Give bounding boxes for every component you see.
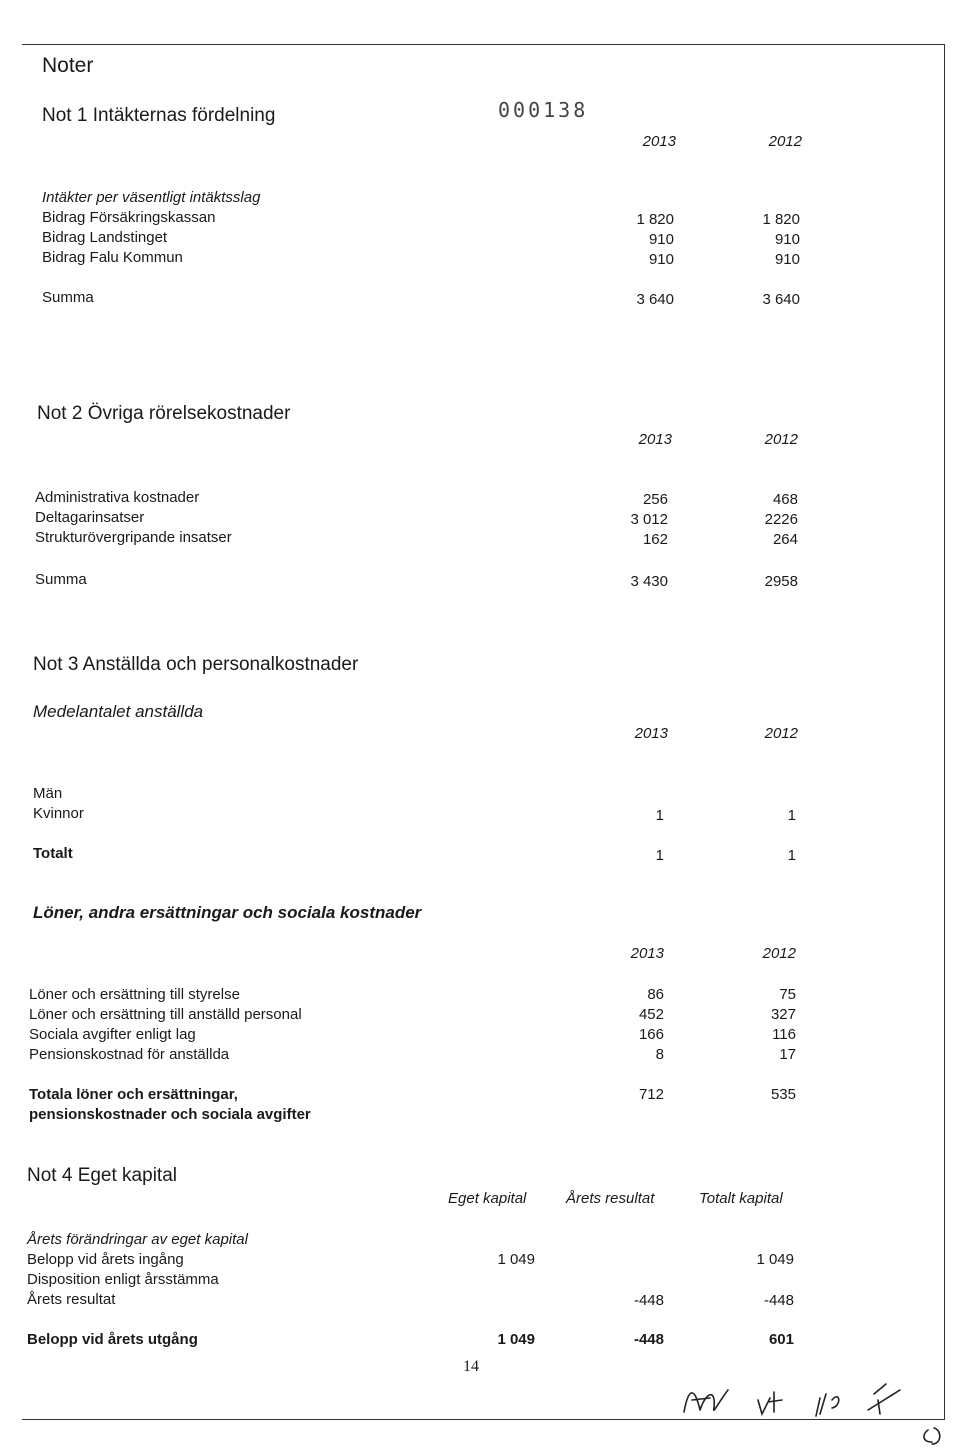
note4-col-total: Totalt kapital [699, 1190, 783, 1207]
note1-subheading: Intäkter per väsentligt intäktsslag [42, 189, 261, 206]
note2-row-label: Strukturövergripande insatser [35, 529, 232, 546]
note1-sum-2012: 3 640 [762, 291, 800, 308]
note1-row-label: Bidrag Försäkringskassan [42, 209, 216, 226]
note3-emp-total-2013: 1 [655, 847, 664, 864]
note2-sum-2012: 2958 [764, 573, 798, 590]
note2-sum-2013: 3 430 [630, 573, 668, 590]
note4-closing-result: -448 [633, 1331, 664, 1348]
note1-col-2013: 2013 [642, 133, 676, 150]
note3-sal-col-2012: 2012 [762, 945, 796, 962]
note4-closing-label: Belopp vid årets utgång [27, 1331, 198, 1348]
note1-sum-2013: 3 640 [636, 291, 674, 308]
note2-col-2012: 2012 [764, 431, 798, 448]
note2-col-2013: 2013 [638, 431, 672, 448]
note2-row-2012: 468 [772, 491, 798, 508]
note2-row-2012: 264 [772, 531, 798, 548]
note3-sal-row-2013: 166 [638, 1026, 664, 1043]
note4-subheading: Årets förändringar av eget kapital [27, 1231, 248, 1248]
note2-row-label: Administrativa kostnader [35, 489, 200, 506]
note4-row-label: Belopp vid årets ingång [27, 1251, 184, 1268]
note3-salaries-subheading: Löner, andra ersättningar och sociala kostnader [33, 903, 422, 922]
note3-emp-col-2013: 2013 [634, 725, 668, 742]
note3-sal-row-2012: 116 [772, 1026, 796, 1043]
note3-sal-row-label: Löner och ersättning till anställd personal [29, 1006, 302, 1023]
note1-sum-label: Summa [42, 289, 94, 306]
note3-emp-col-2012: 2012 [764, 725, 798, 742]
note3-sal-total-label-cont: pensionskostnader och sociala avgifter [29, 1106, 311, 1123]
note3-sal-row-2013: 452 [638, 1006, 664, 1023]
note3-sal-row-2013: 8 [655, 1046, 664, 1063]
note3-sal-row-label: Löner och ersättning till styrelse [29, 986, 240, 1003]
note4-row-total: -448 [763, 1292, 794, 1309]
note3-sal-col-2013: 2013 [630, 945, 664, 962]
note1-row-2012: 910 [774, 251, 800, 268]
note2-row-2012: 2226 [764, 511, 798, 528]
note2-row-2013: 256 [642, 491, 668, 508]
note4-closing-total: 601 [768, 1331, 794, 1348]
note3-emp-row-label: Män [33, 785, 63, 802]
note1-row-2012: 910 [774, 231, 800, 248]
note1-row-2013: 910 [648, 231, 674, 248]
note3-emp-row-label: Kvinnor [33, 805, 84, 822]
note1-row-label: Bidrag Falu Kommun [42, 249, 183, 266]
note3-sal-total-label: Totala löner och ersättningar, [29, 1086, 238, 1103]
note4-col-result: Årets resultat [566, 1190, 655, 1207]
note3-sal-row-2013: 86 [647, 986, 664, 1003]
note4-row-result: -448 [633, 1292, 664, 1309]
note2-sum-label: Summa [35, 571, 87, 588]
note3-emp-row-2012: 1 [787, 807, 796, 824]
note3-sal-row-label: Sociala avgifter enligt lag [29, 1026, 196, 1043]
note2-row-label: Deltagarinsatser [35, 509, 145, 526]
note2-row-2013: 3 012 [630, 511, 668, 528]
note3-sal-row-2012: 17 [779, 1046, 796, 1063]
note4-row-label: Årets resultat [27, 1291, 116, 1308]
note4-closing-equity: 1 049 [497, 1331, 535, 1348]
note3-emp-row-2013: 1 [655, 807, 664, 824]
note1-row-label: Bidrag Landstinget [42, 229, 168, 246]
note3-sal-total-2013: 712 [638, 1086, 664, 1103]
note3-title: Not 3 Anställda och personalkostnader [33, 654, 359, 675]
note3-emp-total-2012: 1 [787, 847, 796, 864]
note3-sal-row-label: Pensionskostnad för anställda [29, 1046, 230, 1063]
note1-row-2013: 910 [648, 251, 674, 268]
note1-col-2012: 2012 [768, 133, 802, 150]
note4-col-equity: Eget kapital [448, 1190, 527, 1207]
page-number: 14 [463, 1358, 479, 1375]
note3-employees-subheading: Medelantalet anställda [33, 702, 204, 721]
handwritten-doc-number: 000138 [498, 98, 589, 122]
note4-row-equity: 1 049 [497, 1251, 535, 1268]
page-title: Noter [42, 54, 94, 77]
note3-sal-total-2012: 535 [770, 1086, 796, 1103]
note1-row-2012: 1 820 [762, 211, 800, 228]
note1-row-2013: 1 820 [636, 211, 674, 228]
signatures-image [670, 1370, 950, 1448]
note3-emp-total-label: Totalt [33, 845, 73, 862]
note4-title: Not 4 Eget kapital [27, 1165, 177, 1186]
note3-sal-row-2012: 327 [770, 1006, 796, 1023]
note2-row-2013: 162 [642, 531, 668, 548]
note2-title: Not 2 Övriga rörelsekostnader [37, 403, 291, 424]
note4-row-label: Disposition enligt årsstämma [27, 1271, 219, 1288]
note3-sal-row-2012: 75 [779, 986, 796, 1003]
note1-title: Not 1 Intäkternas fördelning [42, 105, 276, 126]
note4-row-total: 1 049 [756, 1251, 794, 1268]
